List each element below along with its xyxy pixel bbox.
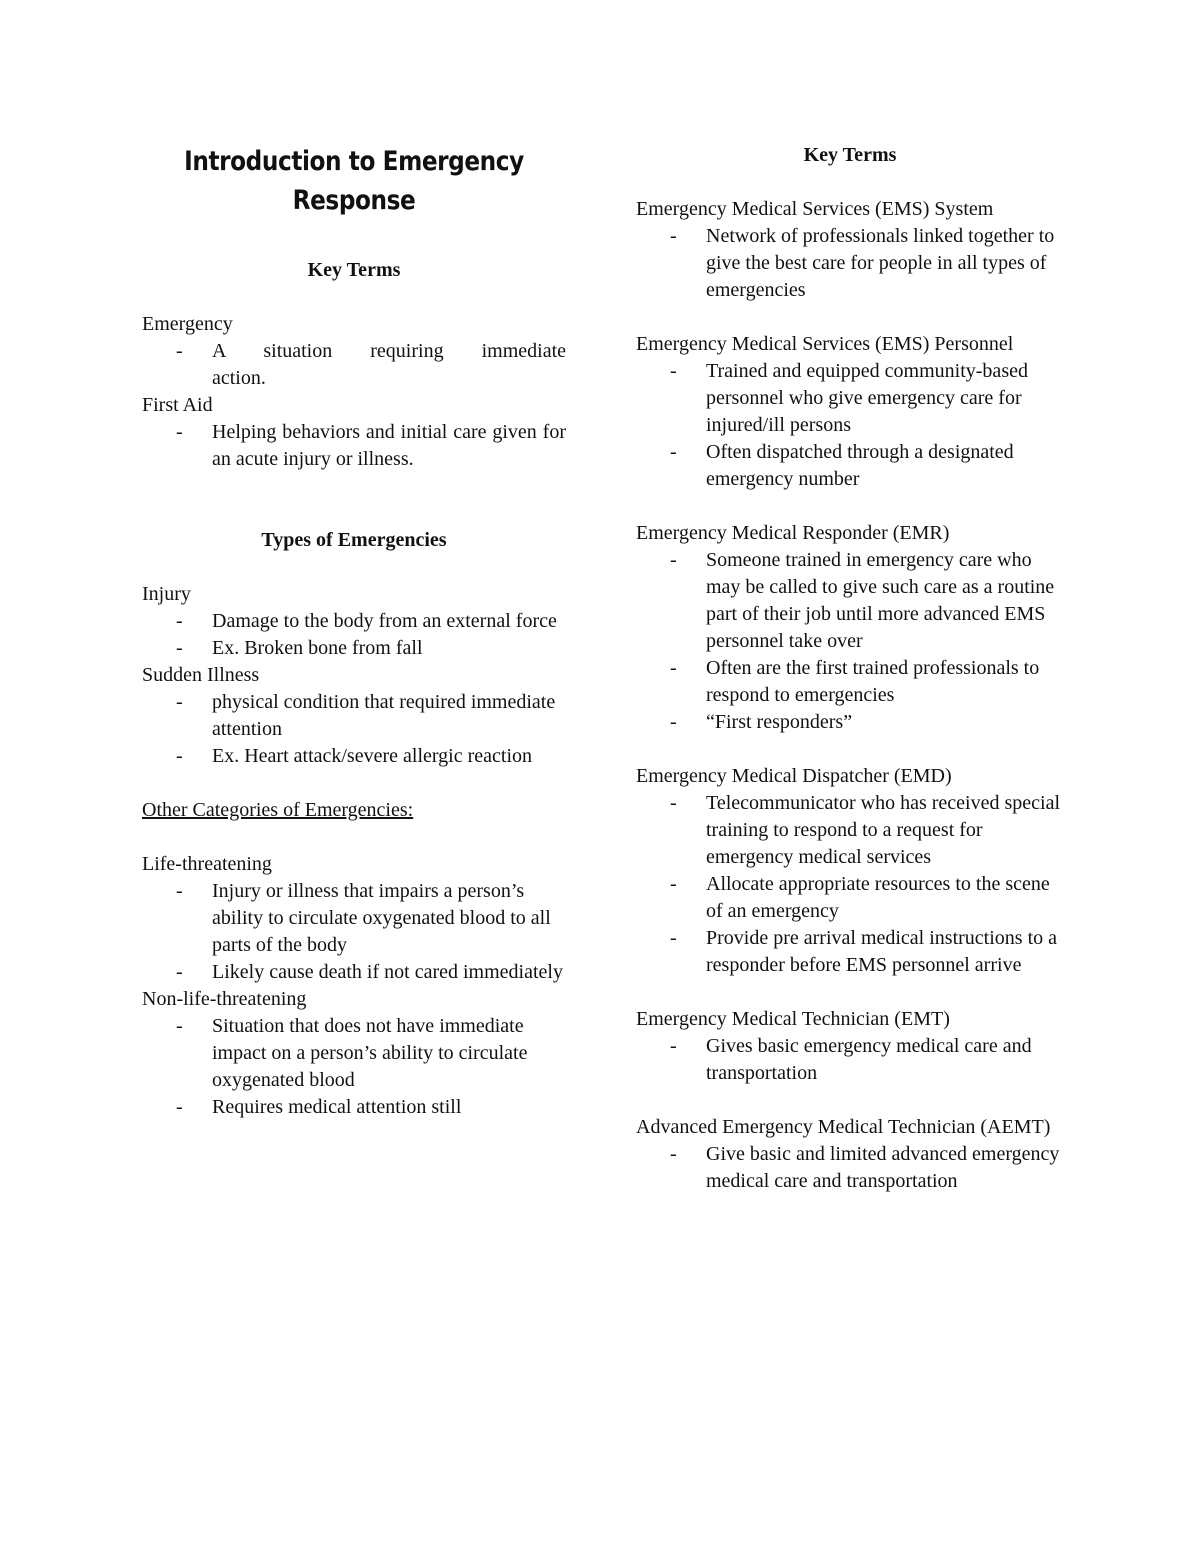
types-of-emergencies-heading: Types of Emergencies [261, 529, 447, 551]
list-item: - Telecommunicator who has received special training to respond to a request for emergency medical services [706, 790, 1064, 871]
list-item: - Gives basic emergency medical care and transportation [706, 1033, 1064, 1087]
life-threatening-definition-list [142, 878, 566, 986]
term-sudden-illness: Sudden Illness [142, 664, 260, 686]
term-emd: Emergency Medical Dispatcher (EMD) [636, 765, 952, 787]
list-item: - Give basic and limited advanced emergency medical care and transportation [706, 1141, 1064, 1195]
list-item: - Helping behaviors and initial care given for an acute injury or illness. [212, 419, 566, 473]
list-item: - Situation that does not have immediate impact on a person’s ability to circulate oxygenated blood [212, 1013, 566, 1094]
list-item: - Someone trained in emergency care who may be called to give such care as a routine part of their job until more advanced EMS personnel take over [706, 547, 1064, 655]
term-ems-system: Emergency Medical Services (EMS) System [636, 198, 994, 220]
term-injury: Injury [142, 583, 191, 605]
list-item: - Often are the first trained professionals to respond to emergencies [706, 655, 1064, 709]
list-item: - “First responders” [706, 709, 1064, 736]
term-emergency: Emergency [142, 313, 233, 335]
term-emt: Emergency Medical Technician (EMT) [636, 1008, 950, 1030]
list-item: - Ex. Heart attack/severe allergic reaction [212, 743, 566, 770]
list-item: - Damage to the body from an external force [212, 608, 566, 635]
aemt-definition-list [636, 1141, 1064, 1195]
term-ems-personnel: Emergency Medical Services (EMS) Personnel [636, 333, 1014, 355]
page-title: Introduction to Emergency Response [184, 146, 524, 216]
ems-personnel-definition-list [636, 358, 1064, 493]
emr-definition-list [636, 547, 1064, 736]
key-terms-heading: Key Terms [803, 144, 897, 166]
list-item: - Network of professionals linked together to give the best care for people in all types of emergencies [706, 223, 1064, 304]
term-aemt: Advanced Emergency Medical Technician (AEMT) [636, 1116, 1051, 1138]
list-item: - A situation requiring immediate action. [212, 338, 566, 392]
term-emr: Emergency Medical Responder (EMR) [636, 522, 950, 544]
other-categories-heading: Other Categories of Emergencies: [142, 799, 414, 821]
term-first-aid: First Aid [142, 394, 213, 416]
list-item: - Ex. Broken bone from fall [212, 635, 566, 662]
list-item: - Injury or illness that impairs a person’s ability to circulate oxygenated blood to all parts of the body [212, 878, 566, 959]
emd-definition-list [636, 790, 1064, 979]
term-non-life-threatening: Non-life-threatening [142, 988, 307, 1010]
list-item: - physical condition that required immediate attention [212, 689, 566, 743]
first-aid-definition-list [142, 419, 566, 473]
ems-system-definition-list [636, 223, 1064, 304]
injury-definition-list [142, 608, 566, 662]
sudden-illness-definition-list [142, 689, 566, 770]
term-life-threatening: Life-threatening [142, 853, 272, 875]
emt-definition-list [636, 1033, 1064, 1087]
list-item: - Requires medical attention still [212, 1094, 566, 1121]
non-life-threatening-definition-list [142, 1013, 566, 1121]
list-item: - Likely cause death if not cared immediately [212, 959, 566, 986]
right-column [636, 142, 1064, 1195]
key-terms-heading: Key Terms [307, 259, 401, 281]
emergency-definition-list [142, 338, 566, 392]
list-item: - Allocate appropriate resources to the scene of an emergency [706, 871, 1064, 925]
left-column [142, 257, 566, 1121]
list-item: - Often dispatched through a designated emergency number [706, 439, 1064, 493]
list-item: - Provide pre arrival medical instructions to a responder before EMS personnel arrive [706, 925, 1064, 979]
list-item: - Trained and equipped community-based personnel who give emergency care for injured/ill persons [706, 358, 1064, 439]
